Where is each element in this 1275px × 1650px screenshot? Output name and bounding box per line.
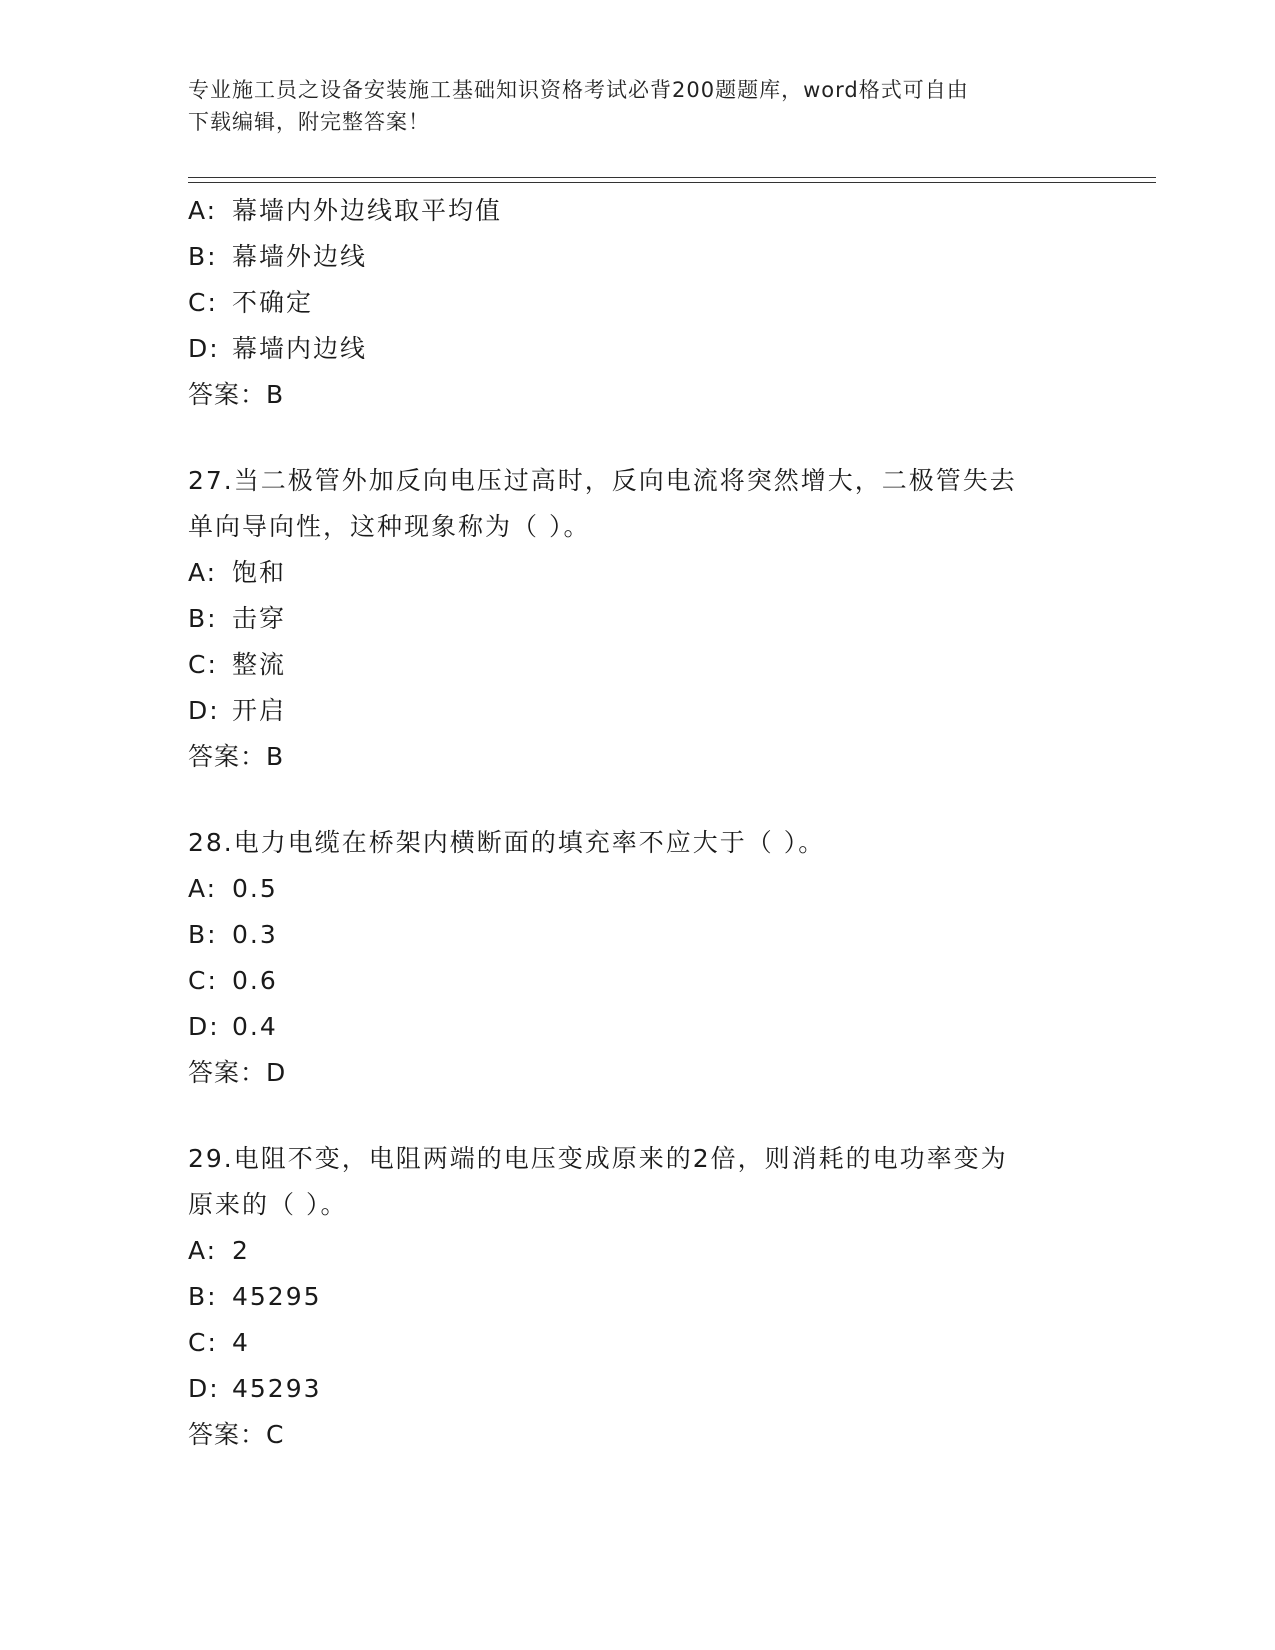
option-key: A:	[188, 874, 218, 903]
option-item	[188, 326, 1088, 372]
question-stem	[188, 820, 1088, 866]
option-item	[188, 1274, 1088, 1320]
option-item	[188, 1004, 1088, 1050]
answer-line: 答案：C	[188, 1420, 285, 1449]
question-stem-line: 单向导向性，这种现象称为（ ）。	[188, 512, 591, 541]
option-text: 整流	[232, 650, 287, 679]
question-block	[188, 1136, 1088, 1458]
question-list	[188, 188, 1088, 1458]
question-stem	[188, 458, 1088, 550]
document-header	[188, 74, 1088, 138]
option-key: D:	[188, 696, 220, 725]
option-item	[188, 1366, 1088, 1412]
option-text: 0.5	[232, 874, 278, 903]
question-stem-line: 原来的（ ）。	[188, 1190, 348, 1219]
option-key: A:	[188, 1236, 218, 1265]
option-key: C:	[188, 650, 218, 679]
option-text: 0.4	[232, 1012, 278, 1041]
option-text: 4	[232, 1328, 250, 1357]
answer-line: 答案：B	[188, 380, 285, 409]
option-text: 0.3	[232, 920, 278, 949]
option-text: 幕墙内外边线取平均值	[232, 196, 503, 225]
option-key: B:	[188, 1282, 218, 1311]
option-item	[188, 866, 1088, 912]
option-text: 45295	[232, 1282, 322, 1311]
question-stem-line: 28.电力电缆在桥架内横断面的填充率不应大于（ ）。	[188, 828, 826, 857]
option-item	[188, 688, 1088, 734]
option-key: A:	[188, 558, 218, 587]
option-text: 开启	[232, 696, 287, 725]
option-item	[188, 550, 1088, 596]
option-text: 不确定	[232, 288, 314, 317]
option-key: A:	[188, 196, 218, 225]
option-item	[188, 912, 1088, 958]
option-key: B:	[188, 604, 218, 633]
question-block	[188, 458, 1088, 780]
question-spacer	[188, 1096, 1088, 1136]
question-spacer	[188, 780, 1088, 820]
question-stem-line: 27.当二极管外加反向电压过高时，反向电流将突然增大，二极管失去	[188, 466, 1017, 495]
option-text: 45293	[232, 1374, 322, 1403]
option-key: C:	[188, 966, 218, 995]
option-item	[188, 188, 1088, 234]
option-item	[188, 642, 1088, 688]
question-block	[188, 188, 1088, 418]
option-key: D:	[188, 1012, 220, 1041]
option-text: 2	[232, 1236, 250, 1265]
answer-line: 答案：B	[188, 742, 285, 771]
question-block	[188, 820, 1088, 1096]
question-stem	[188, 1136, 1088, 1228]
option-item	[188, 280, 1088, 326]
option-text: 0.6	[232, 966, 278, 995]
question-spacer	[188, 418, 1088, 458]
header-line-2: 下载编辑，附完整答案！	[188, 110, 430, 134]
option-text: 饱和	[232, 558, 287, 587]
option-item	[188, 596, 1088, 642]
header-line-1: 专业施工员之设备安装施工基础知识资格考试必背200题题库，word格式可自由	[188, 78, 969, 102]
header-divider-bottom	[188, 182, 1156, 183]
option-item	[188, 234, 1088, 280]
option-item	[188, 958, 1088, 1004]
option-item	[188, 1320, 1088, 1366]
option-key: B:	[188, 242, 218, 271]
option-key: B:	[188, 920, 218, 949]
answer-line: 答案：D	[188, 1058, 287, 1087]
option-key: D:	[188, 334, 220, 363]
option-key: C:	[188, 1328, 218, 1357]
question-stem-line: 29.电阻不变，电阻两端的电压变成原来的2倍，则消耗的电功率变为	[188, 1144, 1008, 1173]
option-key: C:	[188, 288, 218, 317]
option-text: 幕墙内边线	[232, 334, 368, 363]
option-text: 击穿	[232, 604, 287, 633]
option-item	[188, 1228, 1088, 1274]
option-key: D:	[188, 1374, 220, 1403]
option-text: 幕墙外边线	[232, 242, 368, 271]
header-divider-top	[188, 177, 1156, 178]
